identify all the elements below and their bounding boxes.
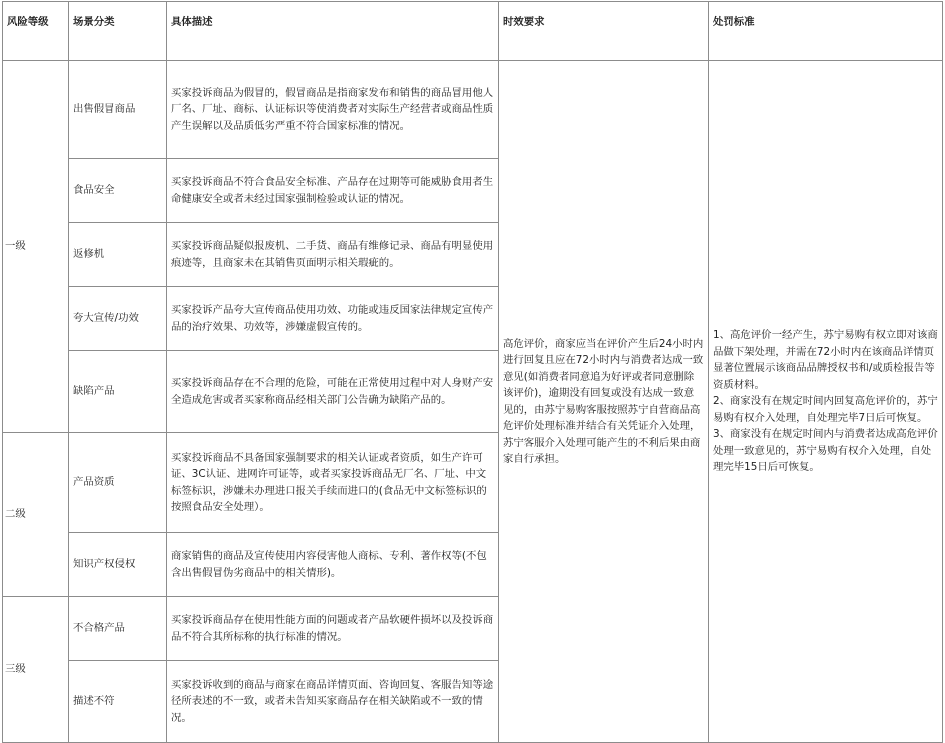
risk-level-table: [2, 1, 943, 743]
scene-cell: 描述不符: [69, 661, 167, 743]
header-penalty-standard: 处罚标准: [709, 2, 943, 61]
table-row: [3, 61, 943, 159]
risk-level-cell: 二级: [3, 433, 69, 597]
description-cell: 买家投诉商品存在不合理的危险，可能在正常使用过程中对人身财产安全造成危害或者买家称商品经相关部门公告确为缺陷产品的。: [167, 351, 499, 433]
description-cell: 商家销售的商品及宣传使用内容侵害他人商标、专利、著作权等(不包含出售假冒伪劣商品中的相关情形)。: [167, 533, 499, 597]
header-risk-level: 风险等级: [3, 2, 69, 61]
risk-level-cell: 三级: [3, 597, 69, 743]
description-cell: 买家投诉产品夸大宣传商品使用功效、功能或违反国家法律规定宣传产品的治疗效果、功效等，涉嫌虚假宣传的。: [167, 287, 499, 351]
description-cell: 买家投诉商品为假冒的，假冒商品是指商家发布和销售的商品冒用他人厂名、厂址、商标、认证标识等使消费者对实际生产经营者或商品性质产生误解以及品质低劣严重不符合国家标准的情况。: [167, 61, 499, 159]
time-requirement-cell: 高危评价，商家应当在评价产生后24小时内进行回复且应在72小时内与消费者达成一致意见(如消费者同意追为好评或者同意删除该评价)，逾期没有回复或没有达成一致意见的，由苏宁易购客服按照苏宁自营商品高危评价处理标准并结合有关凭证介入处理，苏宁客服介入处理可能产生的不利后果由商家自行承担。: [499, 61, 709, 743]
scene-cell: 缺陷产品: [69, 351, 167, 433]
description-cell: 买家投诉商品疑似报废机、二手货、商品有维修记录、商品有明显使用痕迹等，且商家未在其销售页面明示相关瑕疵的。: [167, 223, 499, 287]
risk-level-cell: 一级: [3, 61, 69, 433]
description-cell: 买家投诉商品不具备国家强制要求的相关认证或者资质，如生产许可证、3C认证、进网许可证等，或者买家投诉商品无厂名、厂址、中文标签标识，涉嫌未办理进口报关手续而进口的(食品无中文标签标识的按照食品安全处理）。: [167, 433, 499, 533]
scene-cell: 产品资质: [69, 433, 167, 533]
penalty-cell: 1、高危评价一经产生，苏宁易购有权立即对该商品做下架处理，并需在72小时内在该商品详情页显著位置展示该商品品牌授权书和/或质检报告等资质材料。 2、商家没有在规定时间内回复高危评价的，苏宁易购有权介入处理，自处理完毕7日后可恢复。 3、商家没有在规定时间内与消费者达成高危评价处理一致意见的，苏宁易购有权介入处理，自处理完毕15日后可恢复。: [709, 61, 943, 743]
scene-cell: 知识产权侵权: [69, 533, 167, 597]
description-cell: 买家投诉收到的商品与商家在商品详情页面、咨询回复、客服告知等途径所表述的不一致，或者未告知买家商品存在相关缺陷或不一致的情况。: [167, 661, 499, 743]
description-cell: 买家投诉商品存在使用性能方面的问题或者产品软硬件损坏以及投诉商品不符合其所标称的执行标准的情况。: [167, 597, 499, 661]
description-cell: 买家投诉商品不符合食品安全标准、产品存在过期等可能威胁食用者生命健康安全或者未经过国家强制检验或认证的情况。: [167, 159, 499, 223]
scene-cell: 不合格产品: [69, 597, 167, 661]
header-time-requirement: 时效要求: [499, 2, 709, 61]
scene-cell: 返修机: [69, 223, 167, 287]
table-header-row: [3, 2, 943, 61]
scene-cell: 出售假冒商品: [69, 61, 167, 159]
scene-cell: 夸大宣传/功效: [69, 287, 167, 351]
header-description: 具体描述: [167, 2, 499, 61]
header-scene-category: 场景分类: [69, 2, 167, 61]
scene-cell: 食品安全: [69, 159, 167, 223]
